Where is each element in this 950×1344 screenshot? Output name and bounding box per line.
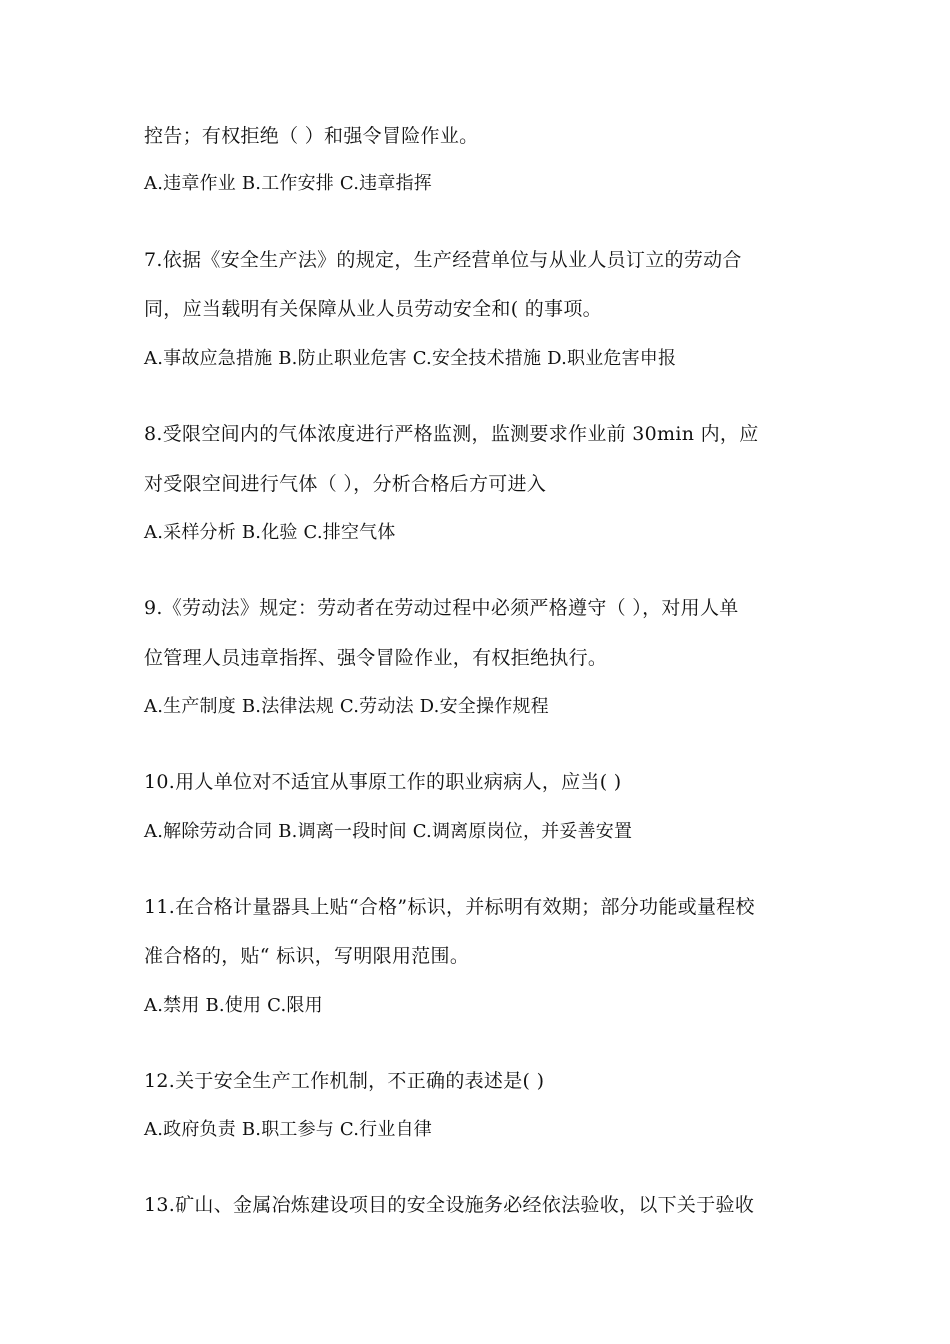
question-6-stem-end: 控告；有权拒绝（ ）和强令冒险作业。 <box>144 125 479 147</box>
question-10-stem: 10.用人单位对不适宜从事原工作的职业病病人，应当( ) <box>144 771 622 793</box>
question-6-options: A.违章作业 B.工作安排 C.违章指挥 <box>144 173 432 194</box>
question-11-stem-line-1: 11.在合格计量器具上贴“合格”标识，并标明有效期；部分功能或量程校 <box>144 896 755 918</box>
question-8-stem-line-1: 8.受限空间内的气体浓度进行严格监测，监测要求作业前 30min 内，应 <box>144 423 759 445</box>
question-7-stem-line-2: 同，应当载明有关保障从业人员劳动安全和( 的事项。 <box>144 298 602 320</box>
question-9-stem-line-2: 位管理人员违章指挥、强令冒险作业，有权拒绝执行。 <box>144 647 608 669</box>
question-13-stem-line-1: 13.矿山、金属冶炼建设项目的安全设施务必经依法验收，以下关于验收 <box>144 1194 755 1216</box>
question-12-stem: 12.关于安全生产工作机制，不正确的表述是( ) <box>144 1070 545 1092</box>
question-12-options: A.政府负责 B.职工参与 C.行业自律 <box>144 1119 432 1140</box>
question-8-stem-line-2: 对受限空间进行气体（ ），分析合格后方可进入 <box>144 473 547 495</box>
question-11-stem-line-2: 准合格的，贴“ 标识，写明限用范围。 <box>144 945 470 967</box>
question-11-options: A.禁用 B.使用 C.限用 <box>144 995 323 1016</box>
question-7-options: A.事故应急措施 B.防止职业危害 C.安全技术措施 D.职业危害申报 <box>144 348 677 369</box>
question-8-options: A.采样分析 B.化验 C.排空气体 <box>144 522 396 543</box>
question-10-options: A.解除劳动合同 B.调离一段时间 C.调离原岗位，并妥善安置 <box>144 821 633 842</box>
question-9-options: A.生产制度 B.法律法规 C.劳动法 D.安全操作规程 <box>144 696 549 717</box>
question-9-stem-line-1: 9.《劳动法》规定：劳动者在劳动过程中必须严格遵守（ ），对用人单 <box>144 597 739 619</box>
question-7-stem-line-1: 7.依据《安全生产法》的规定，生产经营单位与从业人员订立的劳动合 <box>144 249 742 271</box>
